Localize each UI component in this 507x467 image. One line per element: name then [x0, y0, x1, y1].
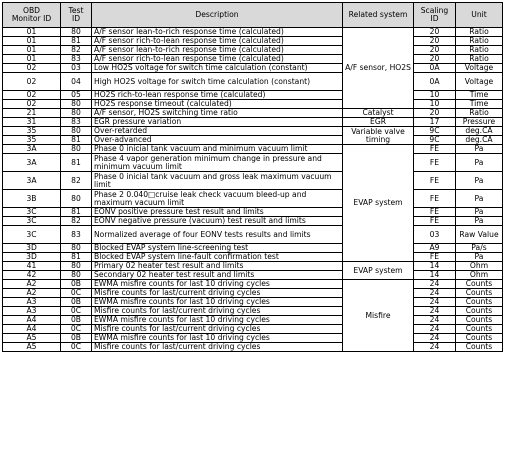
scaling-id-cell: 20 — [414, 28, 456, 37]
test-id-cell: 80 — [61, 145, 92, 154]
description-cell: Misfire counts for last/current driving cycles — [92, 307, 343, 316]
table-row — [3, 37, 503, 46]
related-system-cell: EVAP system — [343, 145, 414, 262]
table-row — [3, 316, 503, 325]
table-row — [3, 46, 503, 55]
table-row — [3, 307, 503, 316]
description-cell: A/F sensor rich-to-lean response time (calculated) — [92, 37, 343, 46]
scaling-id-cell: 0A — [414, 64, 456, 73]
scaling-id-cell: 0A — [414, 73, 456, 91]
unit-cell: Pa — [456, 172, 503, 190]
description-cell: EWMA misfire counts for last 10 driving cycles — [92, 316, 343, 325]
related-system-cell: A/F sensor, HO2S — [343, 28, 414, 109]
monitor-id-cell: 3C — [3, 226, 61, 244]
description-cell: A/F sensor lean-to-rich response time (calculated) — [92, 46, 343, 55]
related-system-cell: EVAP system — [343, 262, 414, 280]
test-id-cell: 80 — [61, 271, 92, 280]
related-system-cell: Misfire — [343, 280, 414, 352]
scaling-id-cell: FE — [414, 190, 456, 208]
scaling-id-cell: FE — [414, 145, 456, 154]
obd-monitor-table — [2, 2, 503, 352]
scaling-id-cell: 24 — [414, 307, 456, 316]
scaling-id-cell: FE — [414, 217, 456, 226]
monitor-id-cell: 02 — [3, 64, 61, 73]
monitor-id-cell: 3A — [3, 145, 61, 154]
description-cell: EONV negative pressure (vacuum) test result and limits — [92, 217, 343, 226]
unit-cell: deg.CA — [456, 136, 503, 145]
monitor-id-cell: 35 — [3, 127, 61, 136]
scaling-id-cell: 24 — [414, 289, 456, 298]
unit-cell: Counts — [456, 316, 503, 325]
monitor-id-cell: 3A — [3, 172, 61, 190]
monitor-id-cell: 3C — [3, 208, 61, 217]
test-id-cell: 83 — [61, 118, 92, 127]
scaling-id-cell: 24 — [414, 343, 456, 352]
related-system-cell: EGR — [343, 118, 414, 127]
scaling-id-cell: 24 — [414, 298, 456, 307]
table-row — [3, 73, 503, 91]
table-row — [3, 28, 503, 37]
scaling-id-cell: FE — [414, 253, 456, 262]
table-row — [3, 154, 503, 172]
test-id-cell: 81 — [61, 136, 92, 145]
description-cell: Over-advanced — [92, 136, 343, 145]
unit-cell: deg.CA — [456, 127, 503, 136]
scaling-id-cell: 20 — [414, 46, 456, 55]
header-unit: Unit — [456, 3, 503, 28]
scaling-id-cell: 20 — [414, 109, 456, 118]
monitor-id-cell: A5 — [3, 343, 61, 352]
header-monitor-id: OBD Monitor ID — [3, 3, 61, 28]
monitor-id-cell: 3C — [3, 217, 61, 226]
scaling-id-cell: 20 — [414, 55, 456, 64]
test-id-cell: 82 — [61, 46, 92, 55]
unit-cell: Pa — [456, 217, 503, 226]
header-test-id: Test ID — [61, 3, 92, 28]
table-row — [3, 289, 503, 298]
test-id-cell: 81 — [61, 154, 92, 172]
description-cell: Phase 0 inicial tank vacuum and minimum vacuum limit — [92, 145, 343, 154]
related-system-cell: Variable valve timing — [343, 127, 414, 145]
table-row — [3, 271, 503, 280]
table-row — [3, 91, 503, 100]
monitor-id-cell: A4 — [3, 325, 61, 334]
scaling-id-cell: 24 — [414, 280, 456, 289]
monitor-id-cell: A3 — [3, 298, 61, 307]
description-cell: Secondary 02 heater test result and limits — [92, 271, 343, 280]
unit-cell: Ratio — [456, 28, 503, 37]
description-cell: A/F sensor rich-to-lean response time (calculated) — [92, 55, 343, 64]
unit-cell: Ratio — [456, 46, 503, 55]
test-id-cell: 03 — [61, 64, 92, 73]
monitor-id-cell: 35 — [3, 136, 61, 145]
unit-cell: Counts — [456, 343, 503, 352]
unit-cell: Time — [456, 91, 503, 100]
monitor-id-cell: 01 — [3, 28, 61, 37]
test-id-cell: 81 — [61, 37, 92, 46]
unit-cell: Pa — [456, 253, 503, 262]
test-id-cell: 04 — [61, 73, 92, 91]
description-cell: Phase 4 vapor generation minimum change in pressure and minimum vacuum limit — [92, 154, 343, 172]
unit-cell: Pa — [456, 145, 503, 154]
description-cell: EWMA misfire counts for last 10 driving cycles — [92, 280, 343, 289]
table-row — [3, 253, 503, 262]
description-cell: Primary 02 heater test result and limits — [92, 262, 343, 271]
monitor-id-cell: 31 — [3, 118, 61, 127]
description-cell: Low HO2S voltage for switch time calculation (constant) — [92, 64, 343, 73]
monitor-id-cell: 01 — [3, 46, 61, 55]
description-cell: Misfire counts for last/current driving cycles — [92, 325, 343, 334]
monitor-id-cell: 01 — [3, 37, 61, 46]
scaling-id-cell: 10 — [414, 91, 456, 100]
table-row — [3, 100, 503, 109]
scaling-id-cell: 9C — [414, 127, 456, 136]
table-row — [3, 334, 503, 343]
scaling-id-cell: 9C — [414, 136, 456, 145]
unit-cell: Pressure — [456, 118, 503, 127]
monitor-id-cell: 3A — [3, 154, 61, 172]
scaling-id-cell: 24 — [414, 334, 456, 343]
header-scaling-id: Scaling ID — [414, 3, 456, 28]
table-row — [3, 109, 503, 118]
scaling-id-cell: FE — [414, 172, 456, 190]
table-row — [3, 64, 503, 73]
test-id-cell: 80 — [61, 244, 92, 253]
test-id-cell: 0B — [61, 280, 92, 289]
test-id-cell: 80 — [61, 127, 92, 136]
test-id-cell: 82 — [61, 172, 92, 190]
unit-cell: Voltage — [456, 64, 503, 73]
test-id-cell: 0C — [61, 289, 92, 298]
table-row — [3, 118, 503, 127]
scaling-id-cell: 03 — [414, 226, 456, 244]
header-description: Description — [92, 3, 343, 28]
test-id-cell: 0B — [61, 316, 92, 325]
description-cell: HO2S rich-to-lean response time (calculated) — [92, 91, 343, 100]
description-cell: Misfire counts for last/current driving cycles — [92, 343, 343, 352]
unit-cell: Ohm — [456, 271, 503, 280]
monitor-id-cell: 02 — [3, 100, 61, 109]
obd-monitor-table-container — [2, 2, 503, 352]
monitor-id-cell: 02 — [3, 91, 61, 100]
unit-cell: Pa/s — [456, 244, 503, 253]
test-id-cell: 82 — [61, 217, 92, 226]
header-row — [3, 3, 503, 28]
monitor-id-cell: A4 — [3, 316, 61, 325]
unit-cell: Ohm — [456, 262, 503, 271]
test-id-cell: 80 — [61, 28, 92, 37]
unit-cell: Pa — [456, 190, 503, 208]
unit-cell: Ratio — [456, 37, 503, 46]
test-id-cell: 83 — [61, 226, 92, 244]
table-row — [3, 190, 503, 208]
test-id-cell: 80 — [61, 262, 92, 271]
monitor-id-cell: 01 — [3, 55, 61, 64]
scaling-id-cell: 14 — [414, 262, 456, 271]
table-row — [3, 208, 503, 217]
unit-cell: Ratio — [456, 55, 503, 64]
test-id-cell: 81 — [61, 208, 92, 217]
unit-cell: Ratio — [456, 109, 503, 118]
unit-cell: Counts — [456, 307, 503, 316]
description-cell: A/F sensor lean-to-rich response time (calculated) — [92, 28, 343, 37]
monitor-id-cell: 41 — [3, 262, 61, 271]
monitor-id-cell: 02 — [3, 73, 61, 91]
unit-cell: Counts — [456, 334, 503, 343]
monitor-id-cell: A3 — [3, 307, 61, 316]
table-row — [3, 298, 503, 307]
description-cell: EWMA misfire counts for last 10 driving cycles — [92, 298, 343, 307]
scaling-id-cell: A9 — [414, 244, 456, 253]
description-cell: EWMA misfire counts for last 10 driving cycles — [92, 334, 343, 343]
unit-cell: Counts — [456, 298, 503, 307]
description-cell: Phase 0 inicial tank vacuum and gross leak maximum vacuum limit — [92, 172, 343, 190]
unit-cell: Raw Value — [456, 226, 503, 244]
scaling-id-cell: 10 — [414, 100, 456, 109]
description-cell: HO2S response timeout (calculated) — [92, 100, 343, 109]
test-id-cell: 0C — [61, 343, 92, 352]
description-cell: Normalized average of four EONV tests results and limits — [92, 226, 343, 244]
table-row — [3, 55, 503, 64]
table-row — [3, 325, 503, 334]
test-id-cell: 83 — [61, 55, 92, 64]
monitor-id-cell: 21 — [3, 109, 61, 118]
table-row — [3, 127, 503, 136]
description-cell: Blocked EVAP system line-fault confirmation test — [92, 253, 343, 262]
test-id-cell: 0B — [61, 334, 92, 343]
monitor-id-cell: A2 — [3, 289, 61, 298]
description-cell: Blocked EVAP system line-screening test — [92, 244, 343, 253]
table-row — [3, 280, 503, 289]
table-row — [3, 217, 503, 226]
description-cell: EONV positive pressure test result and limits — [92, 208, 343, 217]
test-id-cell: 0B — [61, 298, 92, 307]
related-system-cell: Catalyst — [343, 109, 414, 118]
unit-cell: Counts — [456, 289, 503, 298]
table-row — [3, 343, 503, 352]
description-cell: Misfire counts for last/current driving cycles — [92, 289, 343, 298]
scaling-id-cell: FE — [414, 154, 456, 172]
test-id-cell: 81 — [61, 253, 92, 262]
monitor-id-cell: 3D — [3, 244, 61, 253]
table-row — [3, 136, 503, 145]
scaling-id-cell: 20 — [414, 37, 456, 46]
scaling-id-cell: 14 — [414, 271, 456, 280]
table-row — [3, 262, 503, 271]
monitor-id-cell: 3D — [3, 253, 61, 262]
unit-cell: Voltage — [456, 73, 503, 91]
description-cell: High HO2S voltage for switch time calculation (constant) — [92, 73, 343, 91]
scaling-id-cell: 24 — [414, 325, 456, 334]
unit-cell: Counts — [456, 325, 503, 334]
test-id-cell: 80 — [61, 109, 92, 118]
table-row — [3, 145, 503, 154]
description-cell: Over-retarded — [92, 127, 343, 136]
monitor-id-cell: A5 — [3, 334, 61, 343]
monitor-id-cell: 3B — [3, 190, 61, 208]
unit-cell: Pa — [456, 208, 503, 217]
table-row — [3, 244, 503, 253]
test-id-cell: 80 — [61, 190, 92, 208]
description-cell: Phase 2 0.040□cruise leak check vacuum bleed-up and maximum vacuum limit — [92, 190, 343, 208]
scaling-id-cell: FE — [414, 208, 456, 217]
table-row — [3, 172, 503, 190]
test-id-cell: 05 — [61, 91, 92, 100]
header-related-system: Related system — [343, 3, 414, 28]
test-id-cell: 0C — [61, 307, 92, 316]
table-row — [3, 226, 503, 244]
test-id-cell: 80 — [61, 100, 92, 109]
monitor-id-cell: A2 — [3, 280, 61, 289]
test-id-cell: 0C — [61, 325, 92, 334]
scaling-id-cell: 24 — [414, 316, 456, 325]
description-cell: EGR pressure variation — [92, 118, 343, 127]
unit-cell: Pa — [456, 154, 503, 172]
monitor-id-cell: 42 — [3, 271, 61, 280]
scaling-id-cell: 17 — [414, 118, 456, 127]
unit-cell: Counts — [456, 280, 503, 289]
unit-cell: Time — [456, 100, 503, 109]
description-cell: A/F sensor, HO2S switching time ratio — [92, 109, 343, 118]
